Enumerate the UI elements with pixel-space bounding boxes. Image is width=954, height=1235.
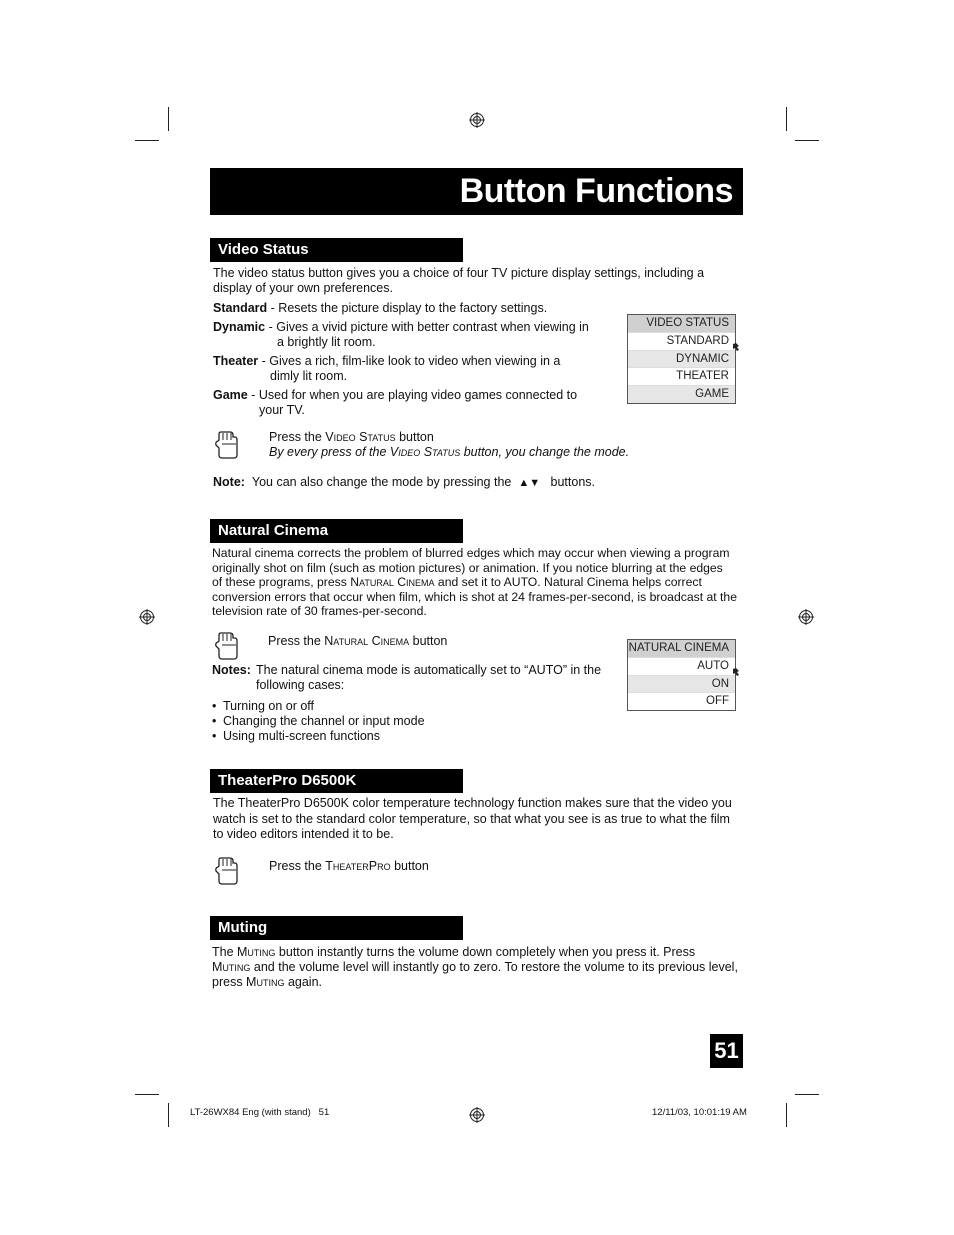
menu-option-standard[interactable]: STANDARD	[628, 332, 735, 350]
footer-file-info: LT-26WX84 Eng (with stand) 51	[190, 1107, 330, 1118]
registration-mark-icon	[798, 609, 814, 625]
list-item: • Turning on or off	[212, 699, 512, 714]
note-text: You can also change the mode by pressing the	[251, 475, 512, 489]
item-term: Standard	[213, 301, 268, 315]
every-button-name: Video Status	[389, 445, 461, 459]
desc-line: Natural cinema corrects the problem of blurred edges which may occur when viewing a program	[212, 546, 730, 560]
natural-cinema-press-instruction	[268, 634, 568, 649]
crop-mark	[168, 1103, 169, 1127]
list-item: • Changing the channel or input mode	[212, 714, 512, 729]
section-heading-theaterpro: TheaterPro D6500K	[210, 769, 463, 793]
press-button-name: Natural Cinema	[324, 634, 410, 648]
video-status-item-game	[213, 388, 613, 418]
remote-press-hand-icon	[213, 856, 239, 886]
page-number: 51	[710, 1034, 743, 1068]
video-status-item-standard	[213, 301, 613, 316]
notes-text: following cases:	[256, 678, 345, 692]
crop-mark	[795, 1094, 819, 1095]
desc-button-name: Natural Cinema	[350, 575, 435, 590]
menu-option-off[interactable]: OFF	[628, 692, 735, 710]
every-press-note	[269, 445, 629, 459]
press-suffix: button	[395, 430, 434, 444]
up-down-arrows-icon: ▲▼	[518, 477, 541, 489]
crop-mark	[135, 1094, 159, 1095]
crop-mark	[795, 140, 819, 141]
page-title: Button Functions	[210, 168, 743, 215]
crop-mark	[786, 107, 787, 131]
press-prefix: Press the	[269, 859, 326, 873]
desc-line: conversion errors that occur when film, which is shot at 24 frames-per-second, is broadcast at the	[212, 589, 737, 604]
video-status-item-dynamic	[213, 320, 613, 350]
menu-option-auto[interactable]: AUTO	[628, 657, 735, 675]
section-heading-natural-cinema: Natural Cinema	[210, 519, 463, 543]
menu-header: NATURAL CINEMA	[628, 640, 735, 657]
item-term: Dynamic	[213, 320, 266, 334]
section-heading-muting: Muting	[210, 916, 463, 940]
menu-option-label: DYNAMIC	[675, 352, 729, 365]
theaterpro-description	[213, 796, 753, 843]
desc-button-name: Muting	[212, 960, 251, 974]
desc-text: and the volume level will instantly go to zero. To restore the volume to its previous level,	[250, 960, 738, 974]
item-desc-cont: dimly lit room.	[270, 369, 348, 383]
natural-cinema-menu	[627, 639, 736, 711]
desc-line: The TheaterPro D6500K color temperature technology function makes sure that the video you	[213, 796, 732, 810]
crop-mark	[786, 1103, 787, 1127]
desc-button-name: Muting	[246, 975, 285, 989]
crop-mark	[168, 107, 169, 131]
remote-press-hand-icon	[213, 631, 239, 661]
item-desc: - Used for when you are playing video games connected to	[247, 388, 578, 402]
desc-button-name: Muting	[237, 945, 276, 959]
item-desc: - Gives a vivid picture with better contrast when viewing in	[265, 320, 589, 334]
cursor-hand-icon	[732, 668, 740, 676]
notes-text: The natural cinema mode is automatically set to “AUTO” in the	[256, 663, 602, 677]
desc-line: television rate of 30 frames-per-second.	[212, 604, 427, 619]
video-status-intro: The video status button gives you a choice of four TV picture display settings, including a display of your own preferences.	[213, 266, 705, 295]
desc-line: originally shot on film (such as motion pictures) or animation. If you notice blurring at the edges	[212, 560, 723, 575]
video-status-note	[213, 475, 713, 491]
notes-label: Notes:	[212, 663, 251, 677]
section-heading-video-status: Video Status	[210, 238, 463, 262]
natural-cinema-bullet-list	[212, 699, 512, 744]
item-term: Theater	[213, 354, 259, 368]
desc-text: The	[212, 945, 238, 959]
press-prefix: Press the	[268, 634, 325, 648]
natural-cinema-notes	[212, 663, 612, 693]
cursor-hand-icon	[732, 343, 740, 351]
every-prefix: By every press of the	[269, 445, 390, 459]
registration-mark-icon	[469, 1107, 485, 1123]
press-suffix: button	[409, 634, 448, 648]
press-suffix: button	[390, 859, 429, 873]
video-status-item-theater	[213, 354, 613, 384]
desc-text: button instantly turns the volume down completely when you press it. Press	[275, 945, 696, 959]
press-prefix: Press the	[269, 430, 326, 444]
footer-timestamp: 12/11/03, 10:01:19 AM	[652, 1107, 747, 1118]
desc-line: watch is set to the standard color temperature, so that what you see is as true to what the film	[213, 811, 730, 826]
menu-option-label: ON	[711, 677, 729, 690]
item-desc-cont: a brightly lit room.	[277, 335, 376, 349]
desc-line: to video editors intended it to be.	[213, 827, 394, 841]
desc-text: again.	[284, 975, 322, 989]
menu-option-theater[interactable]: THEATER	[628, 367, 735, 385]
desc-text: press	[212, 975, 247, 989]
remote-press-hand-icon	[213, 430, 239, 460]
natural-cinema-description	[212, 546, 752, 619]
item-term: Game	[213, 388, 248, 402]
menu-option-game[interactable]: GAME	[628, 385, 735, 403]
muting-description	[212, 945, 752, 990]
item-desc: - Gives a rich, film-like look to video when viewing in a	[258, 354, 561, 368]
desc-line: and set it to AUTO. Natural Cinema helps correct	[434, 575, 702, 590]
press-button-name: TheaterPro	[325, 859, 391, 873]
note-label: Note:	[213, 475, 245, 489]
menu-option-on[interactable]	[628, 675, 735, 693]
note-end: buttons.	[550, 475, 595, 489]
theaterpro-press-instruction	[269, 859, 569, 874]
item-desc-cont: your TV.	[259, 403, 305, 417]
desc-line: of these programs, press	[212, 575, 351, 590]
registration-mark-icon	[139, 609, 155, 625]
crop-mark	[135, 140, 159, 141]
menu-header: VIDEO STATUS	[628, 315, 735, 332]
registration-mark-icon	[469, 112, 485, 128]
menu-option-dynamic[interactable]	[628, 350, 735, 368]
item-desc: - Resets the picture display to the factory settings.	[267, 301, 548, 315]
video-status-menu	[627, 314, 736, 404]
every-suffix: button, you change the mode.	[460, 445, 630, 459]
list-item: • Using multi-screen functions	[212, 729, 512, 744]
video-status-press-instruction	[269, 430, 689, 460]
press-button-name: Video Status	[325, 430, 396, 444]
